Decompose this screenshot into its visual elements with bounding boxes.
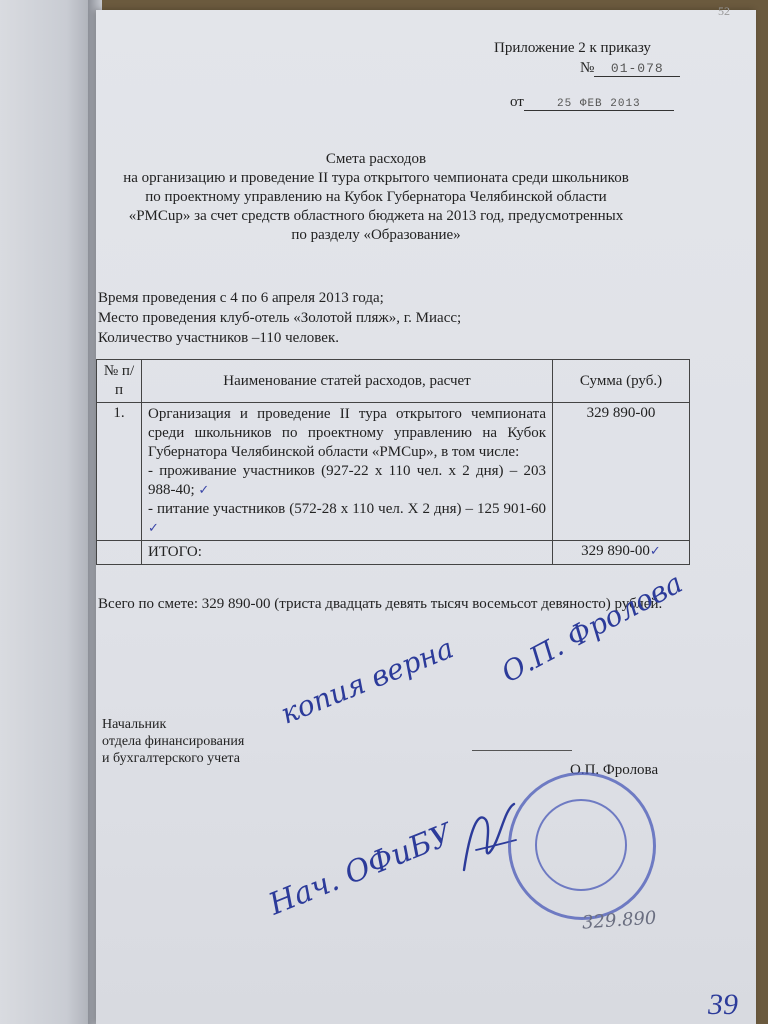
order-date — [510, 94, 674, 111]
left-facing-page — [0, 0, 95, 1024]
table-total-row — [97, 541, 690, 565]
event-info — [98, 288, 461, 348]
handwritten-chief-note: Нач. ОФиБУ — [264, 817, 458, 923]
estimate-table — [96, 359, 690, 565]
event-place: Место проведения клуб-отель «Золотой пляж», г. Миасс; — [98, 310, 462, 326]
corner-mark: 52 — [718, 4, 730, 18]
seal-inner-ring — [535, 799, 627, 891]
document-page — [96, 4, 756, 1024]
title-line-3: по проектному управлению на Кубок Губернатора Челябинской области — [145, 189, 607, 205]
total-num-cell — [97, 541, 142, 565]
header-name: Наименование статей расходов, расчет — [142, 360, 553, 403]
header-num: № п/п — [97, 360, 142, 403]
title-line-4: «PMCup» за счет средств областного бюджета на 2013 год, предусмотренных — [128, 208, 624, 224]
check-mark-icon: ✓ — [148, 521, 159, 536]
order-number-value: 01-078 — [594, 61, 680, 77]
appendix-label: Приложение 2 к приказу — [494, 40, 651, 56]
check-mark-icon: ✓ — [198, 483, 210, 498]
page-number: 39 — [708, 988, 738, 1021]
handwritten-copy-note: копия верна — [276, 631, 459, 731]
row-description — [142, 403, 553, 541]
order-date-label: от — [510, 94, 524, 110]
row-sum: 329 890-00 — [553, 403, 690, 541]
total-sum: 329 890-00 — [581, 543, 650, 559]
signer-position: Начальник отдела финансирования и бухгалтерского учета — [102, 717, 245, 766]
signature-line — [472, 750, 572, 751]
handwritten-signature-name: О.П. Фролова — [496, 566, 688, 690]
total-label: ИТОГО: — [142, 541, 553, 565]
table-row — [97, 403, 690, 541]
row-item-accommodation: - проживание участников (927-22 x 110 чел. x 2 дня) – 203 988-40; ✓ — [148, 463, 546, 498]
check-mark-icon: ✓ — [649, 544, 661, 559]
order-date-value: 25 ФЕВ 2013 — [524, 98, 674, 111]
order-number — [580, 60, 680, 77]
title-line-2: на организацию и проведение II тура открытого чемпионата среди школьников — [123, 170, 629, 186]
event-time: Время проведения с 4 по 6 апреля 2013 года; — [98, 290, 384, 306]
participant-count: Количество участников –110 человек. — [98, 330, 339, 346]
estimate-title — [96, 150, 656, 245]
official-seal-stamp — [508, 772, 656, 920]
order-number-label: № — [580, 60, 595, 76]
total-summary: Всего по смете: 329 890-00 (триста двадцать девять тысяч восемьсот девяносто) рублей. — [98, 596, 663, 612]
table-header-row — [97, 360, 690, 403]
handwritten-amount: 329.890 — [581, 907, 658, 934]
row-text: Организация и проведение II тура открытого чемпионата среди школьников по проектному управлению на Кубок Губернатора Челябинской области «PMCup», в том числе: — [148, 406, 546, 460]
total-sum-cell — [553, 541, 690, 565]
title-line-1: Смета расходов — [325, 151, 427, 167]
row-item-meals: - питание участников (572-28 x 110 чел. X 2 дня) – 125 901-60 ✓ — [148, 501, 546, 536]
signer-name: О.П. Фролова — [570, 762, 659, 778]
title-line-5: по разделу «Образование» — [291, 227, 461, 243]
header-sum: Сумма (руб.) — [553, 360, 690, 403]
row-num: 1. — [97, 403, 142, 541]
